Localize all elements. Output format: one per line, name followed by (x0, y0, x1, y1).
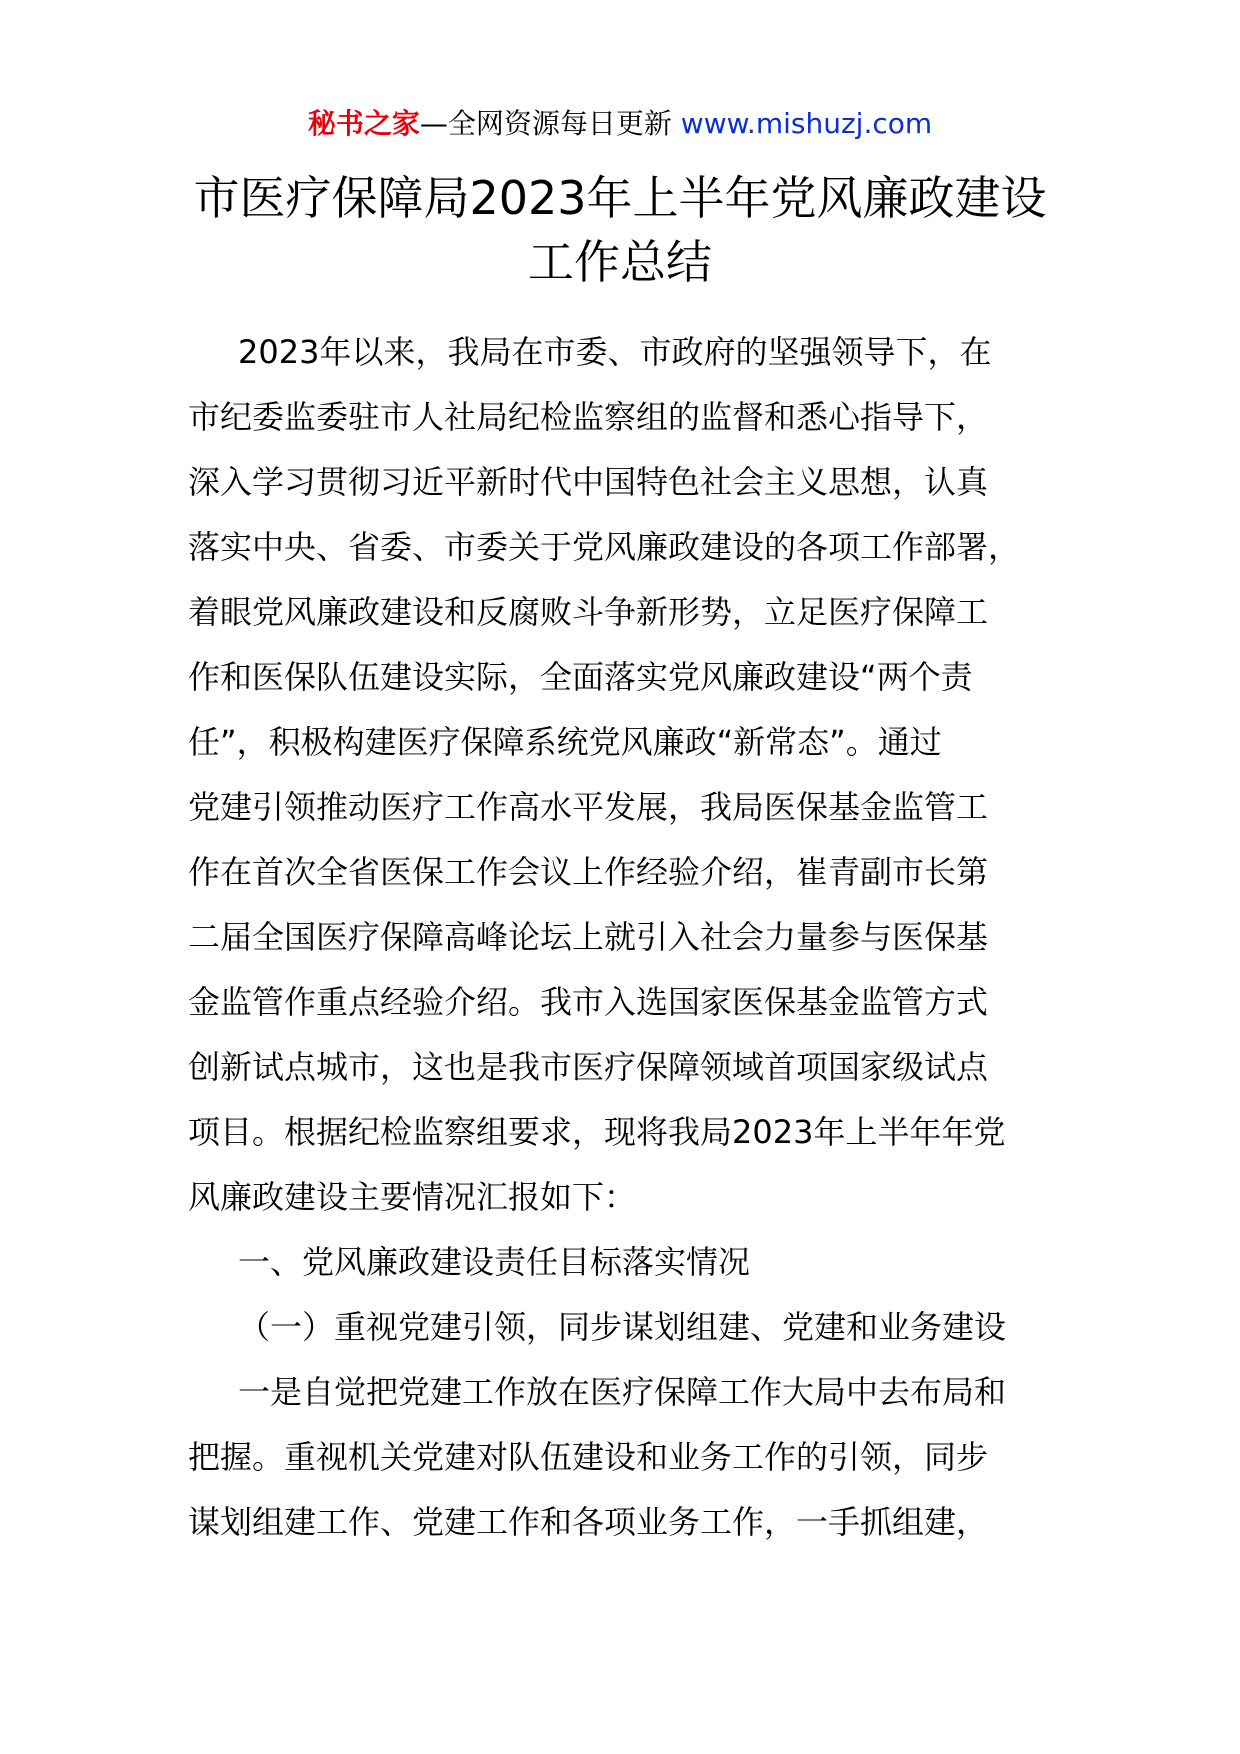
text-line: 任”，积极构建医疗保障系统党风廉政“新常态”。通过 (188, 723, 942, 761)
text-line: 落实中央、省委、市委关于党风廉政建设的各项工作部署， (188, 528, 1021, 566)
document-title (140, 166, 1100, 294)
text-line: 把握。重视机关党建对队伍建设和业务工作的引领，同步 (188, 1438, 989, 1476)
intro-paragraph (188, 320, 1068, 1230)
section-heading: 一、党风廉政建设责任目标落实情况 (238, 1243, 751, 1281)
banner-url[interactable]: www.mishuzj.com (680, 107, 933, 140)
text-line: 深入学习贯彻习近平新时代中国特色社会主义思想，认真 (188, 463, 989, 501)
text-line: 二届全国医疗保障高峰论坛上就引入社会力量参与医保基 (188, 918, 989, 956)
text-line: 党建引领推动医疗工作高水平发展，我局医保基金监管工 (188, 788, 989, 826)
text-line: 作在首次全省医保工作会议上作经验介绍，崔青副市长第 (188, 853, 989, 891)
title-line-2: 工作总结 (528, 235, 712, 289)
text-line: 作和医保队伍建设实际，全面落实党风廉政建设“两个责 (188, 658, 973, 696)
document-body (188, 320, 1068, 1555)
text-line: 一是自觉把党建工作放在医疗保障工作大局中去布局和 (238, 1373, 1007, 1411)
site-banner (0, 104, 1240, 144)
text-line: 市纪委监委驻市人社局纪检监察组的监督和悉心指导下， (188, 398, 989, 436)
text-line: 项目。根据纪检监察组要求，现将我局2023年上半年年党 (188, 1113, 1006, 1151)
banner-slogan: —全网资源每日更新 (419, 107, 672, 140)
body-paragraph (188, 1360, 1068, 1555)
title-line-1: 市医疗保障局2023年上半年党风廉政建设 (193, 171, 1047, 225)
brand-name: 秘书之家 (307, 107, 420, 140)
text-line: 金监管作重点经验介绍。我市入选国家医保基金监管方式 (188, 983, 989, 1021)
text-line: 2023年以来，我局在市委、市政府的坚强领导下，在 (238, 333, 992, 371)
subsection-heading: （一）重视党建引领，同步谋划组建、党建和业务建设 (238, 1308, 1007, 1346)
text-line: 着眼党风廉政建设和反腐败斗争新形势，立足医疗保障工 (188, 593, 989, 631)
text-line: 风廉政建设主要情况汇报如下： (188, 1178, 637, 1216)
text-line: 创新试点城市，这也是我市医疗保障领域首项国家级试点 (188, 1048, 989, 1086)
text-line: 谋划组建工作、党建工作和各项业务工作，一手抓组建， (188, 1503, 989, 1541)
